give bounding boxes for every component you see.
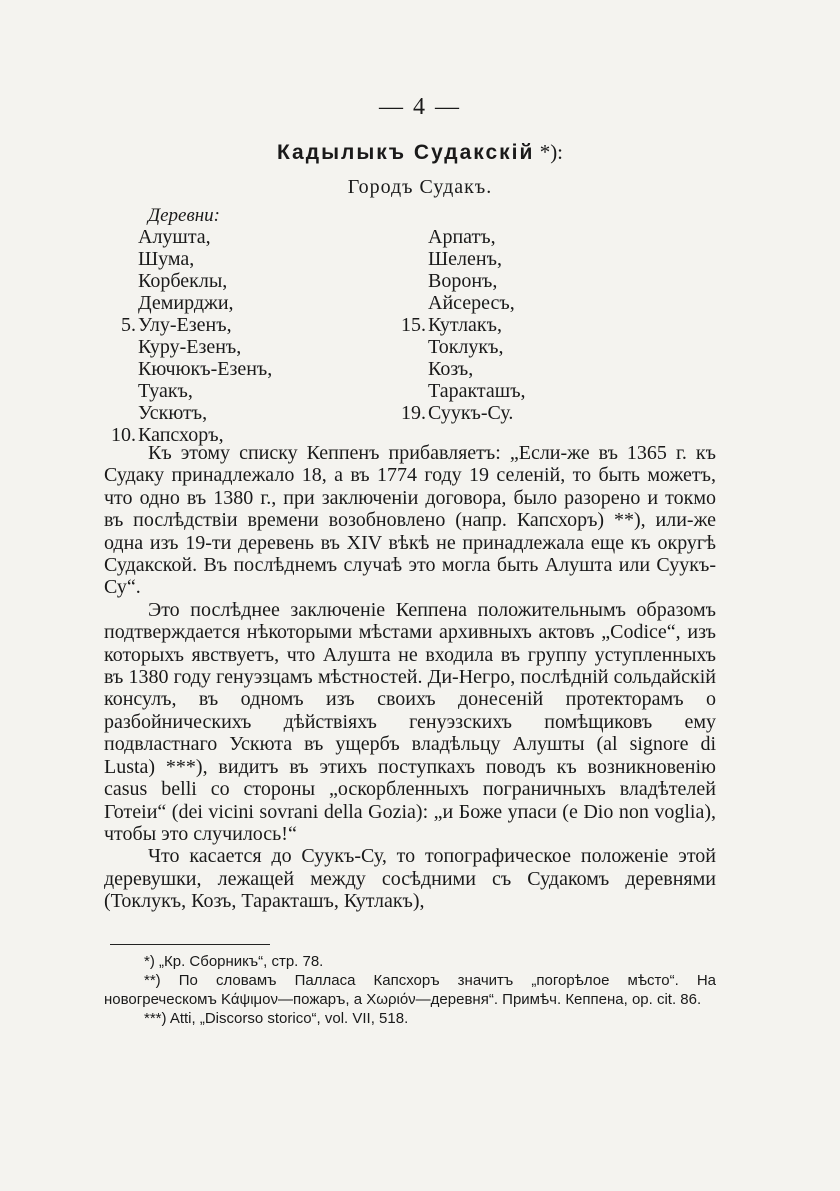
village-name: Айсересъ, (428, 292, 515, 314)
item-number (104, 292, 138, 314)
list-item (394, 402, 526, 424)
item-number (394, 358, 428, 380)
item-number (104, 226, 138, 248)
item-number (394, 248, 428, 270)
village-name: Шеленъ, (428, 248, 502, 270)
paragraph: Къ этому списку Кеппенъ прибавляетъ: „Если-же въ 1365 г. къ Судаку принадлежало 18, а въ 1774 году 19 селеній, то быть можетъ, что одно въ 1380 г., при заключеніи договора, было разорено и токмо въ послѣдствіи времени возобновлено (напр. Капсхоръ) **), или-же одна изъ 19-ти деревень въ XIV вѣкѣ не принадлежала еще къ округѣ Судакской. Въ послѣднемъ случаѣ это могла быть Алушта или Суукъ-Су“. (104, 442, 716, 599)
paragraph: Что касается до Суукъ-Су, то топографическое положеніе этой деревушки, лежащей между сосѣдними съ Судакомъ деревнями (Токлукъ, Козъ, Таракташъ, Кутлакъ), (104, 845, 716, 913)
villages-list-left (104, 226, 272, 446)
item-number (104, 270, 138, 292)
village-name: Суукъ-Су. (428, 402, 514, 424)
village-name: Таракташъ, (428, 380, 526, 402)
item-number (104, 402, 138, 424)
list-item (394, 380, 526, 402)
footnote-divider (110, 944, 270, 945)
item-number (394, 270, 428, 292)
list-item (394, 358, 526, 380)
item-number (394, 226, 428, 248)
village-name: Шума, (138, 248, 195, 270)
village-name: Кючюкъ-Езенъ, (138, 358, 273, 380)
item-number (394, 336, 428, 358)
village-name: Алушта, (138, 226, 211, 248)
footnote: *) „Кр. Сборникъ“, стр. 78. (144, 953, 324, 970)
footnote: ***) Atti, „Discorso storico“, vol. VII, 518. (144, 1010, 409, 1027)
item-number: 10. (111, 424, 136, 446)
item-number: 5. (121, 314, 136, 336)
page-number: — 4 — (379, 94, 461, 120)
village-name: Арпатъ, (428, 226, 496, 248)
list-item (104, 380, 272, 402)
heading-note-mark: *): (534, 140, 564, 164)
village-name: Воронъ, (428, 270, 498, 292)
item-number (394, 292, 428, 314)
list-item (394, 270, 526, 292)
list-item (104, 270, 272, 292)
item-number (104, 380, 138, 402)
list-item (394, 314, 526, 336)
list-item (394, 292, 526, 314)
item-number (394, 380, 428, 402)
list-item (104, 292, 272, 314)
paragraph: Это послѣднее заключеніе Кеппена положительнымъ образомъ подтверждается нѣкоторыми мѣстами архивныхъ актовъ „Codice“, изъ которыхъ явствуетъ, что Алушта не входила въ группу уступленныхъ въ 1380 году генуэзцамъ мѣстностей. Ди-Негро, послѣдній сольдайскій консулъ, въ одномъ изъ своихъ донесеній протекторамъ о разбойническихъ дѣйствіяхъ генуэзскихъ помѣщиковъ ему подвластнаго Ускюта въ ущербъ владѣльцу Алушты (al signore di Lusta) ***), видитъ въ этихъ поступкахъ поводъ къ возникновенію casus belli со стороны „оскорбленныхъ пограничныхъ владѣтелей Готеіи“ (dei vicini sovrani della Gozia): „и Боже упаси (e Dio non voglia), чтобы это случилось!“ (104, 598, 716, 845)
village-name: Улу-Езенъ, (138, 314, 232, 336)
heading-title: Кадылыкъ Судакскій (276, 141, 535, 164)
list-item (104, 314, 272, 336)
item-number (104, 358, 138, 380)
list-item (394, 248, 526, 270)
list-item (394, 336, 526, 358)
body-text (104, 442, 716, 913)
item-number (104, 336, 138, 358)
village-name: Корбеклы, (138, 270, 228, 292)
list-item (104, 248, 272, 270)
village-name: Токлукъ, (428, 336, 504, 358)
village-name: Кутлакъ, (428, 314, 502, 336)
list-item (104, 358, 272, 380)
village-name: Туакъ, (138, 380, 193, 402)
list-item (394, 226, 526, 248)
item-number (104, 248, 138, 270)
village-name: Демирджи, (138, 292, 234, 314)
list-item (104, 402, 272, 424)
village-name: Куру-Езенъ, (138, 336, 242, 358)
village-name: Ускютъ, (138, 402, 208, 424)
village-name: Капсхоръ, (138, 424, 224, 446)
list-item (104, 226, 272, 248)
section-heading (0, 140, 840, 165)
villages-list-right (394, 226, 526, 424)
item-number: 19. (401, 402, 426, 424)
item-number: 15. (401, 314, 426, 336)
town-subheading: Городъ Судакъ. (347, 176, 493, 198)
village-name: Козъ, (428, 358, 474, 380)
footnotes (104, 952, 716, 1028)
list-item (104, 336, 272, 358)
villages-label: Деревни: (148, 205, 220, 226)
footnote: **) По словамъ Палласа Капсхоръ значитъ „погорѣлое мѣсто“. На новогреческомъ Κάψιμον—пожаръ, а Χωριόν—деревня“. Примѣч. Кеппена, op. cit. 86. (104, 972, 716, 1008)
